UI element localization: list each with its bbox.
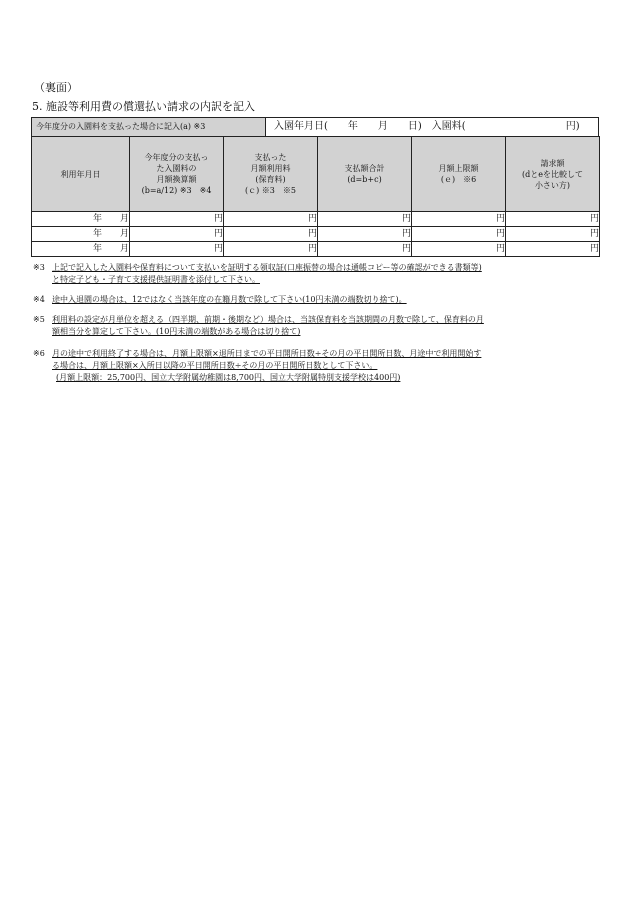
- reimbursement-table: [31, 136, 600, 257]
- monthly-cap-cell[interactable]: 円: [412, 242, 506, 257]
- header-usage-month: 利用年月日: [32, 137, 130, 212]
- header-claim-amount: 請求額 (dとeを比較して 小さい方): [506, 137, 600, 212]
- note-mark: ※3: [33, 263, 45, 272]
- monthly-cap-cell[interactable]: 円: [412, 212, 506, 227]
- admission-label: 今年度分の入園料を支払った場合に記入(a) ※3: [32, 118, 266, 136]
- admission-date-fee-field[interactable]: 入園年月日( 年 月 日) 入園料( 円): [274, 121, 580, 132]
- claim-amount-cell[interactable]: 円: [506, 227, 600, 242]
- note-mark: ※6: [33, 349, 45, 358]
- note-4: [33, 294, 599, 306]
- monthly-cap-cell[interactable]: 円: [412, 227, 506, 242]
- admission-row: [31, 117, 599, 137]
- header-monthly-admission: 今年度分の支払っ た入園料の 月額換算額 (b=a/12) ※3 ※4: [130, 137, 224, 212]
- note-text: 途中入退園の場合は、12ではなく当該年度の在籍月数で除して下さい(10円未満の端数切り捨て)。: [52, 295, 407, 304]
- table-header-row: [32, 137, 600, 212]
- monthly-fee-cell[interactable]: 円: [224, 227, 318, 242]
- usage-month-cell[interactable]: 年 月: [32, 242, 130, 257]
- note-6: [33, 348, 599, 384]
- note-5: [33, 314, 599, 338]
- note-text: 月の途中で利用終了する場合は、月額上限額×退所日までの平日開所日数÷その月の平日開所日数、月途中で利用開始す る場合は、月額上限額×入所日以降の平日開所日数÷その月の平日開所日数として下さい。 (月額上限額：25,700円、国立大学附属幼稚園は8,700円、国立大学附属特別支援学校は400円): [52, 349, 482, 382]
- section-title: 5. 施設等利用費の償還払い請求の内訳を記入: [32, 100, 255, 113]
- total-paid-cell[interactable]: 円: [318, 227, 412, 242]
- monthly-admission-cell[interactable]: 円: [130, 242, 224, 257]
- monthly-fee-cell[interactable]: 円: [224, 212, 318, 227]
- monthly-admission-cell[interactable]: 円: [130, 227, 224, 242]
- claim-amount-cell[interactable]: 円: [506, 212, 600, 227]
- side-label: （裏面）: [34, 81, 78, 94]
- note-text: 利用料の設定が月単位を超える（四半期、前期・後期など）場合は、当該保育料を当該期間の月数で除して、保育料の月 額相当分を算定して下さい。(10円未満の端数がある場合は切り捨て): [52, 315, 484, 336]
- monthly-admission-cell[interactable]: 円: [130, 212, 224, 227]
- header-monthly-fee: 支払った 月額利用料 (保育料) (ｃ) ※3 ※5: [224, 137, 318, 212]
- note-mark: ※4: [33, 295, 45, 304]
- note-3: [33, 262, 599, 286]
- monthly-fee-cell[interactable]: 円: [224, 242, 318, 257]
- claim-amount-cell[interactable]: 円: [506, 242, 600, 257]
- table-row: [32, 227, 600, 242]
- usage-month-cell[interactable]: 年 月: [32, 212, 130, 227]
- note-mark: ※5: [33, 315, 45, 324]
- header-total-paid: 支払額合計 (d=b+c): [318, 137, 412, 212]
- total-paid-cell[interactable]: 円: [318, 242, 412, 257]
- total-paid-cell[interactable]: 円: [318, 212, 412, 227]
- note-text: 上記で記入した入園料や保育料について支払いを証明する領収証(口座振替の場合は通帳コピー等の確認ができる書類等) と特定子ども・子育て支援提供証明書を添付して下さい。: [52, 263, 482, 284]
- header-monthly-cap: 月額上限額 (ｅ) ※6: [412, 137, 506, 212]
- table-row: [32, 212, 600, 227]
- usage-month-cell[interactable]: 年 月: [32, 227, 130, 242]
- table-row: [32, 242, 600, 257]
